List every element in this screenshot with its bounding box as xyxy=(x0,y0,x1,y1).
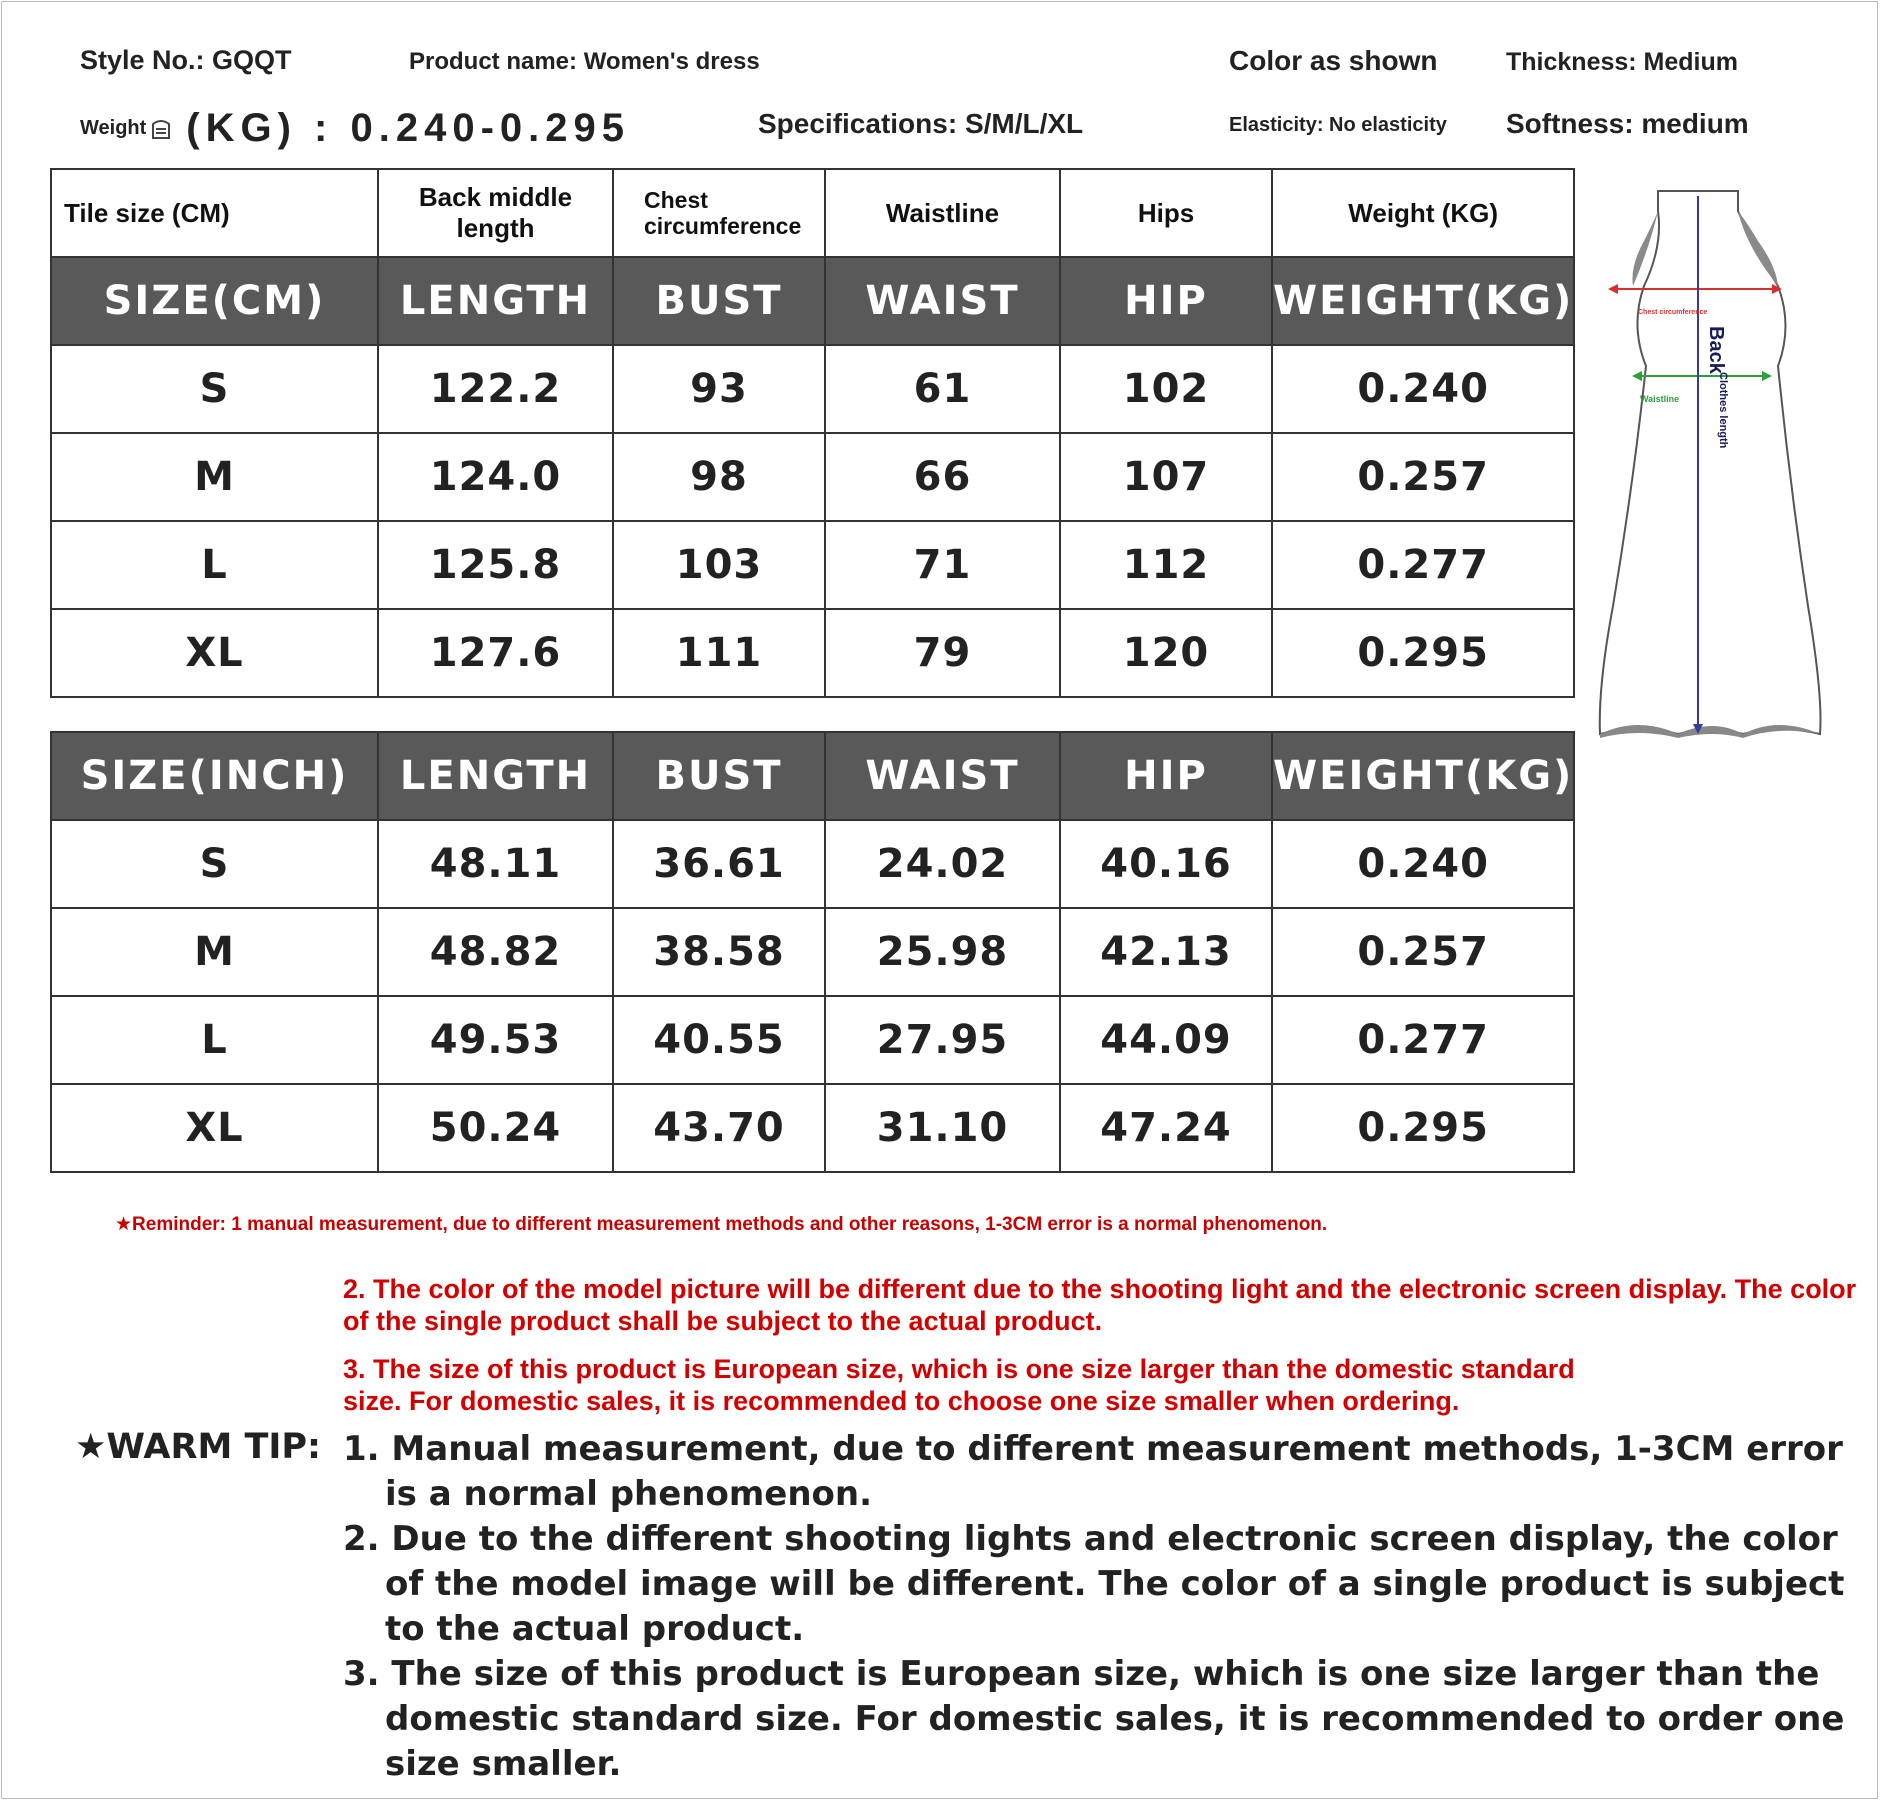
column-header: WEIGHT(KG) xyxy=(1272,257,1574,345)
table-cell: 124.0 xyxy=(378,433,613,521)
elasticity-info: Elasticity: No elasticity xyxy=(1229,114,1447,136)
table-cell: 38.58 xyxy=(613,908,825,996)
clothes-length-label: Clothes length xyxy=(1717,372,1729,449)
table-row xyxy=(51,1084,1574,1172)
chest-label: Chest circumference xyxy=(1638,309,1708,316)
dress-hem-shade xyxy=(1600,725,1820,738)
table-cell: 79 xyxy=(825,609,1060,697)
table-cell: M xyxy=(51,908,378,996)
table-cell: 44.09 xyxy=(1060,996,1272,1084)
table-cell: 111 xyxy=(613,609,825,697)
table-row xyxy=(51,908,1574,996)
table-cell: 47.24 xyxy=(1060,1084,1272,1172)
table-cell: S xyxy=(51,820,378,908)
table-cell: 120 xyxy=(1060,609,1272,697)
table-cell: S xyxy=(51,345,378,433)
softness-info: Softness: medium xyxy=(1506,108,1749,139)
table-cell: 61 xyxy=(825,345,1060,433)
waist-label: Waistline xyxy=(1640,394,1680,404)
size-table-cm xyxy=(50,168,1575,698)
column-header: WAIST xyxy=(825,257,1060,345)
subheader-row xyxy=(51,169,1574,257)
table-cell: 112 xyxy=(1060,521,1272,609)
column-header: BUST xyxy=(613,257,825,345)
table-cell: 0.295 xyxy=(1272,609,1574,697)
table-cell: 24.02 xyxy=(825,820,1060,908)
table-cell: 49.53 xyxy=(378,996,613,1084)
table-row xyxy=(51,433,1574,521)
table-cell: 0.257 xyxy=(1272,908,1574,996)
subheader-cell: Hips xyxy=(1060,169,1272,257)
table-cell: 48.82 xyxy=(378,908,613,996)
table-row xyxy=(51,521,1574,609)
table-cell: 0.257 xyxy=(1272,433,1574,521)
table-cell: 93 xyxy=(613,345,825,433)
table-row xyxy=(51,609,1574,697)
column-header: WEIGHT(KG) xyxy=(1272,732,1574,820)
weight-value: (KG) : 0.240-0.295 xyxy=(186,106,630,150)
column-header: SIZE(INCH) xyxy=(51,732,378,820)
warm-tip-item: 2. Due to the different shooting lights and electronic screen display, the color of the model image will be different. The color of a single product is subject to the actual product. xyxy=(343,1519,1845,1649)
color-note: 2. The color of the model picture will be different due to the shooting light and the electronic screen display. The color of the single product shall be subject to the actual product. xyxy=(343,1274,1857,1336)
weight-label: Weight xyxy=(80,117,147,139)
table-cell: 125.8 xyxy=(378,521,613,609)
table-cell: 48.11 xyxy=(378,820,613,908)
table-row xyxy=(51,820,1574,908)
reminder-note: ★Reminder: 1 manual measurement, due to different measurement methods and other reasons, 1-3CM error is a normal phenomenon. xyxy=(115,1214,1328,1235)
table-cell: L xyxy=(51,521,378,609)
header-row xyxy=(51,257,1574,345)
table-cell: 102 xyxy=(1060,345,1272,433)
column-header: HIP xyxy=(1060,257,1272,345)
table-cell: 42.13 xyxy=(1060,908,1272,996)
warm-tip-item: 3. The size of this product is European size, which is one size larger than the domestic standard size. For domestic sales, it is recommended to order one size smaller. xyxy=(343,1654,1845,1784)
table-cell: 0.240 xyxy=(1272,345,1574,433)
size-table-inch xyxy=(50,731,1575,1173)
column-header: HIP xyxy=(1060,732,1272,820)
color-info: Color as shown xyxy=(1229,45,1438,76)
table-cell: 98 xyxy=(613,433,825,521)
warm-tip-label: ★WARM TIP: xyxy=(75,1427,322,1467)
subheader-cell: Weight (KG) xyxy=(1272,169,1574,257)
table-cell: 0.240 xyxy=(1272,820,1574,908)
table-cell: 50.24 xyxy=(378,1084,613,1172)
subheader-cell: Waistline xyxy=(825,169,1060,257)
product-name: Product name: Women's dress xyxy=(409,48,760,75)
table-cell: 71 xyxy=(825,521,1060,609)
thickness-info: Thickness: Medium xyxy=(1506,48,1738,76)
table-cell: 66 xyxy=(825,433,1060,521)
table-cell: 43.70 xyxy=(613,1084,825,1172)
column-header: WAIST xyxy=(825,732,1060,820)
header-row xyxy=(51,732,1574,820)
table-cell: 0.295 xyxy=(1272,1084,1574,1172)
subheader-cell: Tile size (CM) xyxy=(51,169,378,257)
table-cell: 40.55 xyxy=(613,996,825,1084)
table-cell: XL xyxy=(51,609,378,697)
specifications-info: Specifications: S/M/L/XL xyxy=(758,108,1084,139)
style-number: Style No.: GQQT xyxy=(80,45,292,75)
table-cell: XL xyxy=(51,1084,378,1172)
subheader-cell: Back middle length xyxy=(378,169,613,257)
table-cell: 107 xyxy=(1060,433,1272,521)
column-header: LENGTH xyxy=(378,732,613,820)
dress-diagram xyxy=(1578,186,1848,746)
table-cell: 0.277 xyxy=(1272,521,1574,609)
table-cell: 27.95 xyxy=(825,996,1060,1084)
table-row xyxy=(51,996,1574,1084)
table-cell: 36.61 xyxy=(613,820,825,908)
table-cell: 127.6 xyxy=(378,609,613,697)
column-header: LENGTH xyxy=(378,257,613,345)
column-header: BUST xyxy=(613,732,825,820)
table-cell: 103 xyxy=(613,521,825,609)
subheader-cell: Chest circumference xyxy=(613,169,825,257)
warm-tip-list xyxy=(343,1427,1863,1787)
table-cell: 122.2 xyxy=(378,345,613,433)
size-note: 3. The size of this product is European size, which is one size larger than the domestic standard size. For domestic sales, it is recommended to choose one size smaller when ordering. xyxy=(343,1354,1575,1416)
table-cell: M xyxy=(51,433,378,521)
weight-info xyxy=(80,106,630,151)
table-cell: 25.98 xyxy=(825,908,1060,996)
scale-icon xyxy=(150,116,172,142)
back-label: Back xyxy=(1705,326,1727,374)
table-row xyxy=(51,345,1574,433)
table-cell: L xyxy=(51,996,378,1084)
column-header: SIZE(CM) xyxy=(51,257,378,345)
table-cell: 31.10 xyxy=(825,1084,1060,1172)
table-cell: 40.16 xyxy=(1060,820,1272,908)
warm-tip-item: 1. Manual measurement, due to different measurement methods, 1-3CM error is a normal phenomenon. xyxy=(343,1429,1843,1514)
table-cell: 0.277 xyxy=(1272,996,1574,1084)
